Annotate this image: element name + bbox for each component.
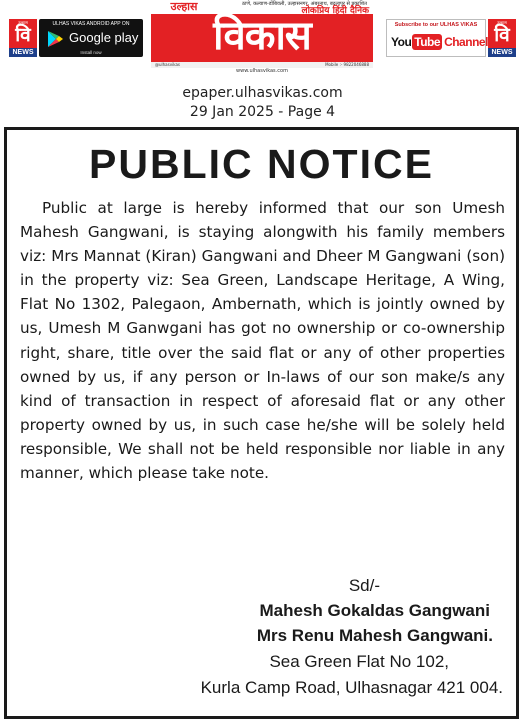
google-play-button[interactable] (39, 19, 143, 57)
notice-title: PUBLIC NOTICE (89, 141, 434, 187)
contact-mobile: Mobile :- 9822046888 (325, 62, 369, 67)
youtube-channel-banner[interactable] (386, 19, 486, 57)
logo-tagline: ठाणे, कल्याण-डोंबिवली, उल्हासनगर, अंबरनाथ, बदलापूर से प्रकाशित (242, 1, 367, 7)
youtube-logo (391, 31, 488, 53)
logo-wordmark: विकास (213, 13, 311, 59)
signatory-name-2: Mrs Renu Mahesh Gangwani. (256, 626, 493, 645)
notice-body: Public at large is hereby informed that our son Umesh Mahesh Gangwani, is staying alongwith his family members viz: Mrs Mannat (Kiran) Gangwani and Dheer M Gangwani (son) in the property viz: Sea Green, Landscape Heritage, A Wing, Flat No 1302, Palegaon, Ambernath, which is jointly owned by us, Umesh M Ganwgani has got no ownership or co-ownership right, share, title over the said flat or any of other properties owned by us, if any person or In-laws of our son make/s any kind of transaction in respect of aforesaid flat or any other property owned by us, in such case he/she will be solely held responsible, We shall not be held responsible nor liable in any manner, which please take note. (20, 199, 505, 483)
newspaper-masthead (0, 0, 525, 80)
newspaper-logo[interactable] (151, 0, 373, 76)
news-badge-label: NEWS (488, 48, 516, 57)
news-app-icon[interactable] (9, 19, 37, 57)
logo-website: www.ulhasvikas.com (236, 68, 288, 74)
news-badge-small-text: उल्हास (497, 20, 507, 25)
epaper-date-page: 29 Jan 2025 - Page 4 (189, 104, 336, 120)
logo-tagline-red: लोकप्रिय हिंदी दैनिक (301, 6, 369, 16)
youtube-you-text: You (391, 35, 412, 49)
news-badge-small-text: उल्हास (18, 20, 28, 25)
public-notice-box (4, 127, 519, 719)
google-play-label: Google play (69, 30, 139, 45)
youtube-caption: Subscribe to our ULHAS VIKAS (394, 22, 478, 28)
news-badge-letter: वि (494, 24, 510, 46)
news-badge-letter: वि (15, 24, 31, 46)
epaper-site-url: epaper.ulhasvikas.com (182, 85, 343, 101)
left-badge-group (9, 19, 143, 57)
signatory-name-1: Mahesh Gokaldas Gangwani (259, 601, 490, 620)
logo-prefix: उल्हास (170, 0, 198, 13)
news-badge-label: NEWS (9, 48, 37, 57)
youtube-tube-text: Tube (414, 35, 441, 49)
signatory-address-line-1: Sea Green Flat No 102, (269, 652, 449, 671)
signatory-address-line-2: Kurla Camp Road, Ulhasnagar 421 004. (200, 678, 503, 697)
play-store-icon (47, 30, 64, 48)
social-handle: @ulhasvikas (155, 62, 180, 67)
google-play-caption: ULHAS VIKAS ANDROID APP ON (52, 21, 130, 27)
youtube-channel-text: Channel (444, 35, 488, 49)
signature-mark: Sd/- (348, 576, 380, 595)
google-play-subtext: Install now (80, 50, 102, 55)
news-app-icon-right[interactable] (488, 19, 516, 57)
